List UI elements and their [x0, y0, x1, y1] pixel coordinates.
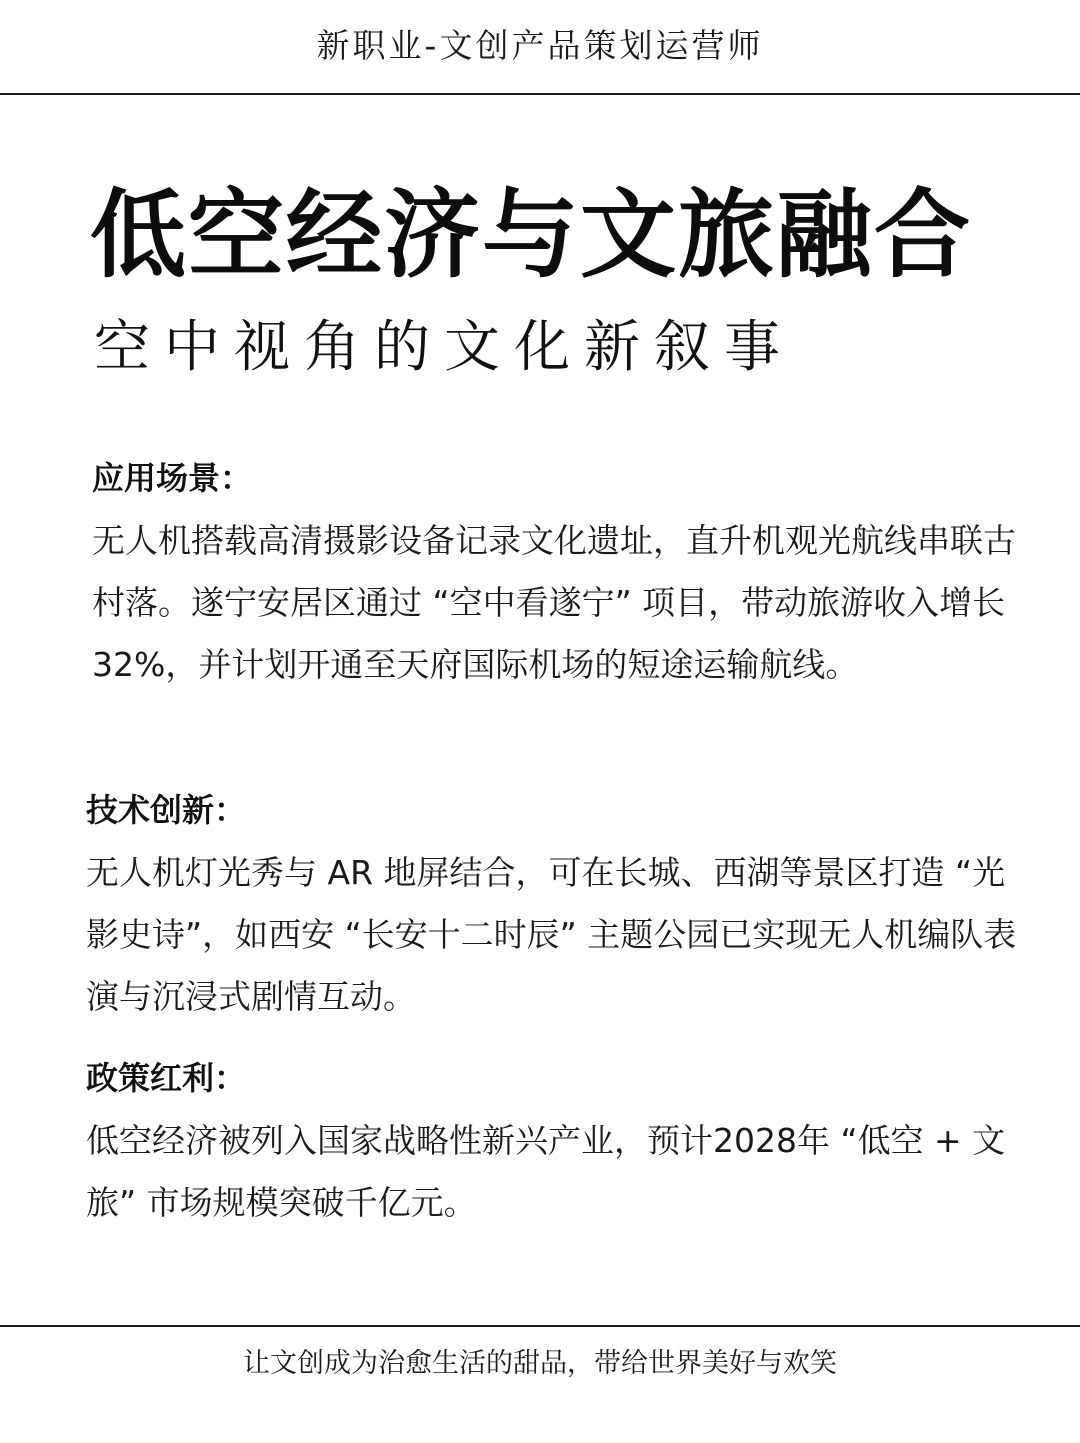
section-tech-innovation — [86, 790, 1026, 1028]
footer-slogan: 让文创成为治愈生活的甜品，带给世界美好与欢笑 — [243, 1348, 837, 1379]
section-heading: 政策红利： — [86, 1059, 247, 1097]
section-policy-dividend — [86, 1058, 1026, 1234]
section-heading: 技术创新： — [86, 791, 247, 829]
header-text: 新职业-文创产品策划运营师 — [316, 26, 764, 65]
page-header — [0, 0, 1080, 95]
section-body: 无人机搭载高清摄影设备记录文化遗址，直升机观光航线串联古村落。遂宁安居区通过 “空中看遂宁” 项目，带动旅游收入增长 32%，并计划开通至天府国际机场的短途运输航线。 — [92, 521, 1016, 684]
section-application-scenarios — [92, 458, 1022, 696]
section-heading: 应用场景： — [92, 459, 253, 497]
page-subtitle: 空中视角的文化新叙事 — [94, 315, 794, 380]
page-title: 低空经济与文旅融合 — [90, 179, 972, 291]
section-body: 无人机灯光秀与 AR 地屏结合，可在长城、西湖等景区打造 “光影史诗”，如西安 “长安十二时辰” 主题公园已实现无人机编队表演与沉浸式剧情互动。 — [86, 853, 1017, 1016]
section-body: 低空经济被列入国家战略性新兴产业，预计2028年 “低空 + 文旅” 市场规模突破千亿元。 — [86, 1121, 1006, 1222]
footer-divider — [0, 1325, 1080, 1327]
